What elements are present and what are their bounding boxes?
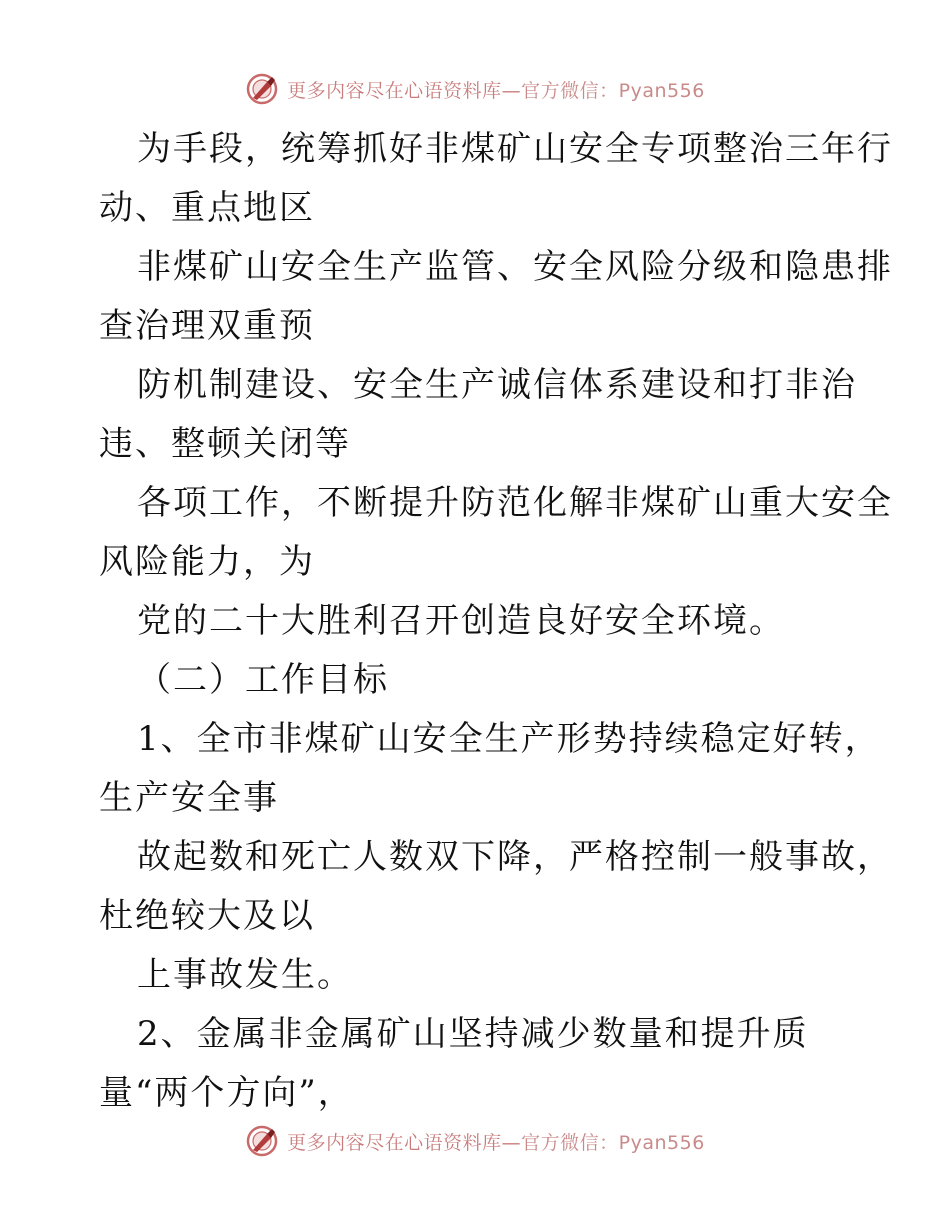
paragraph-line: 生产安全事 — [99, 778, 279, 818]
watermark-wechat: 官方微信：Pyan556 — [521, 1131, 705, 1154]
paragraph-line: 量“两个方向”， — [99, 1073, 354, 1113]
paragraph-1 — [99, 120, 893, 238]
paragraph-line: 党的二十大胜利召开创造良好安全环境。 — [137, 601, 785, 641]
section-heading — [99, 651, 879, 710]
footer-watermark — [0, 1124, 950, 1158]
paragraph-7 — [99, 828, 893, 946]
paragraph-line: 违、整顿关闭等 — [99, 424, 351, 464]
paragraph-2 — [99, 238, 893, 356]
paragraph-line: 各项工作，不断提升防范化解非煤矿山重大安全 — [137, 483, 893, 523]
paragraph-line: 故起数和死亡人数双下降，严格控制一般事故， — [137, 837, 893, 877]
watermark-dash: — — [501, 79, 522, 102]
watermark-wechat: 官方微信：Pyan556 — [521, 79, 705, 102]
header-watermark — [0, 72, 950, 106]
paragraph-line: 上事故发生。 — [137, 955, 353, 995]
paragraph-line: 1、全市非煤矿山安全生产形势持续稳定好转， — [137, 719, 881, 759]
pen-nib-logo-icon — [245, 72, 279, 106]
pen-nib-logo-icon — [245, 1124, 279, 1158]
paragraph-line: 2、金属非金属矿山坚持减少数量和提升质 — [137, 1014, 809, 1054]
paragraph-line: 风险能力，为 — [99, 542, 315, 582]
watermark-text — [287, 76, 705, 103]
watermark-main: 更多内容尽在心语资料库 — [287, 1131, 502, 1154]
paragraph-6 — [99, 710, 879, 828]
paragraph-line: 查治理双重预 — [99, 306, 315, 346]
paragraph-line: 为手段，统筹抓好非煤矿山安全专项整治三年行 — [137, 129, 893, 169]
paragraph-line: 杜绝较大及以 — [99, 896, 315, 936]
paragraph-4 — [99, 474, 893, 592]
watermark-text — [287, 1128, 705, 1155]
paragraph-line: 动、重点地区 — [99, 188, 315, 228]
paragraph-8 — [99, 946, 879, 1005]
section-heading-text: （二）工作目标 — [137, 660, 389, 700]
paragraph-5 — [99, 592, 879, 651]
paragraph-3 — [99, 356, 879, 474]
paragraph-9 — [99, 1005, 879, 1123]
paragraph-line: 非煤矿山安全生产监管、安全风险分级和隐患排 — [137, 247, 893, 287]
paragraph-line: 防机制建设、安全生产诚信体系建设和打非治 — [137, 365, 857, 405]
document-body — [99, 120, 893, 1123]
watermark-dash: — — [501, 1131, 522, 1154]
watermark-main: 更多内容尽在心语资料库 — [287, 79, 502, 102]
